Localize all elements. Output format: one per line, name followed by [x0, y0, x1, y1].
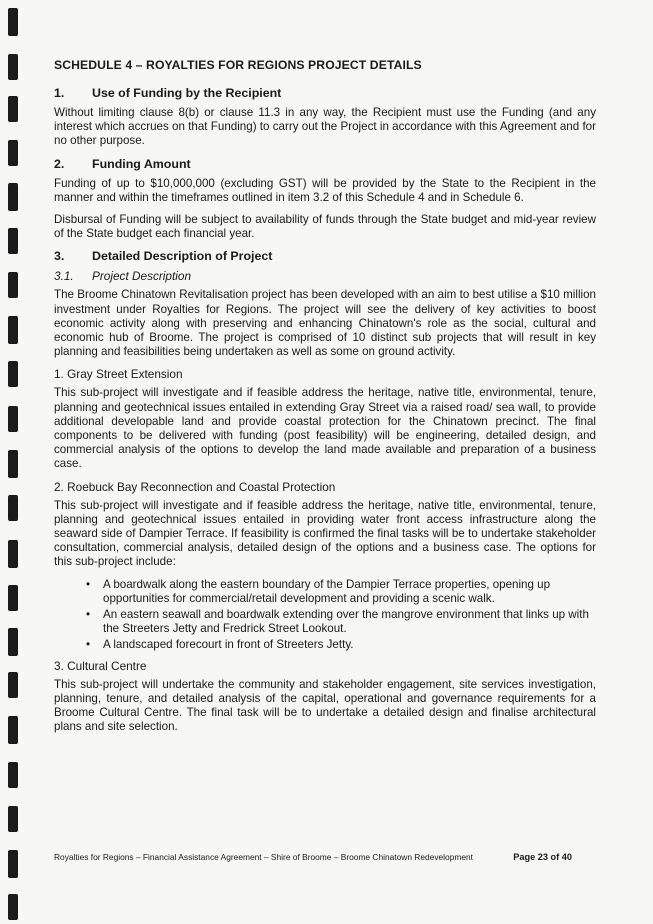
bullet-icon: •	[86, 608, 91, 622]
binding-edge	[0, 0, 30, 924]
binding-mark	[8, 762, 18, 788]
subsection-heading	[54, 269, 596, 283]
binding-mark	[8, 806, 18, 832]
binding-mark	[8, 272, 18, 298]
project-intro: The Broome Chinatown Revitalisation project has been developed with an aim to best utilise a $10 million investment under Royalties for Regions. The project will see the delivery of key activities to boost economic activity along with preserving and enhancing Chinatown's role as the social, cultural and economic hub of Broome. The project is comprised of 10 distinct sub projects that will result in key planning and feasibilities being undertaken as well as some on ground activity.	[54, 288, 596, 359]
binding-mark	[8, 54, 18, 80]
binding-mark	[8, 228, 18, 254]
binding-mark	[8, 450, 18, 478]
section-title: Detailed Description of Project	[92, 249, 273, 264]
section-heading	[54, 249, 596, 263]
section-number: 3.	[54, 249, 65, 264]
binding-mark	[8, 894, 18, 920]
schedule-title: SCHEDULE 4 – ROYALTIES FOR REGIONS PROJECT DETAILS	[54, 58, 422, 72]
section-number: 2.	[54, 156, 65, 171]
binding-mark	[8, 540, 18, 568]
section-use-of-funding	[54, 86, 596, 149]
bullet-icon: •	[86, 638, 91, 652]
binding-mark	[8, 183, 18, 211]
subproject-text: This sub-project will investigate and if feasible address the heritage, native title, environmental, tenure, planning and geotechnical issues entailed in extending Gray Street via a raised road/ sea wall, to provide additional developable land and provide coastal protection for the Chinatown precinct. The final components to be delivered with funding (post feasibility) will be engineering, detailed design, and commercial analysis of the options to develop the land made available and preparation of a business case.	[54, 386, 596, 471]
binding-mark	[8, 8, 18, 36]
subproject-title: 1. Gray Street Extension	[54, 367, 183, 382]
page-footer	[54, 852, 572, 862]
subproject-title: 2. Roebuck Bay Reconnection and Coastal Protection	[54, 479, 336, 494]
subproject-title: 3. Cultural Centre	[54, 658, 147, 673]
subproject-text: This sub-project will investigate and if feasible address the heritage, native title, environmental, tenure, planning and geotechnical issues entailed in providing water front access infrastructure along the seaward side of Dampier Terrace. If feasibility is confirmed the final tasks will be to undertake stakeholder consultation, commercial analysis, detailed design of the options and a business case. The options for this sub-project include:	[54, 498, 596, 569]
section-funding-amount	[54, 157, 596, 242]
page-content	[54, 58, 596, 743]
bullet-icon: •	[86, 577, 91, 591]
bullet-text: An eastern seawall and boardwalk extending over the mangrove environment that links up with the Streeters Jetty and Fredrick Street Lookout.	[103, 608, 589, 636]
section-title: Use of Funding by the Recipient	[92, 86, 282, 100]
binding-mark	[8, 628, 18, 656]
paragraph: Funding of up to $10,000,000 (excluding GST) will be provided by the State to the Recipient in the manner and within the timeframes outlined in item 3.2 of this Schedule 4 and in Schedule 6.	[54, 176, 596, 204]
footer-text: Royalties for Regions – Financial Assistance Agreement – Shire of Broome – Broome Chinatown Redevelopment	[54, 852, 473, 862]
binding-mark	[8, 716, 18, 744]
bullet-text: A landscaped forecourt in front of Streeters Jetty.	[103, 638, 354, 652]
bullet-text: A boardwalk along the eastern boundary of the Dampier Terrace properties, opening up opportunities for commercial/retail development and providing a scenic walk.	[103, 577, 551, 605]
section-number: 1.	[54, 86, 65, 100]
list-item	[86, 608, 596, 636]
subsection-title: Project Description	[92, 269, 192, 284]
binding-mark	[8, 495, 18, 521]
subsection-number: 3.1.	[54, 269, 74, 284]
section-heading	[54, 86, 596, 100]
paragraph: Disbursal of Funding will be subject to availability of funds through the State budget and mid-year review of the State budget each financial year.	[54, 213, 596, 241]
binding-mark	[8, 585, 18, 611]
binding-mark	[8, 406, 18, 432]
binding-mark	[8, 672, 18, 698]
binding-mark	[8, 140, 18, 166]
page-number: Page 23 of 40	[513, 852, 572, 862]
section-project-description	[54, 249, 596, 734]
list-item	[86, 638, 596, 652]
paragraph: Without limiting clause 8(b) or clause 11.3 in any way, the Recipient must use the Funding (and any interest which accrues on that Funding) to carry out the Project in accordance with this Agreement and for no other purpose.	[54, 106, 596, 148]
list-item	[86, 578, 596, 606]
binding-mark	[8, 850, 18, 878]
section-heading	[54, 157, 596, 171]
subproject-text: This sub-project will undertake the community and stakeholder engagement, site services investigation, planning, tenure, and detailed analysis of the capital, operational and governance requirements for a Broome Cultural Centre. The final task will be to undertake a detailed design and finalise architectural plans and site selection.	[54, 677, 596, 734]
binding-mark	[8, 96, 18, 122]
bullet-list	[54, 578, 596, 653]
binding-mark	[8, 316, 18, 344]
binding-mark	[8, 361, 18, 387]
section-title: Funding Amount	[92, 156, 191, 171]
